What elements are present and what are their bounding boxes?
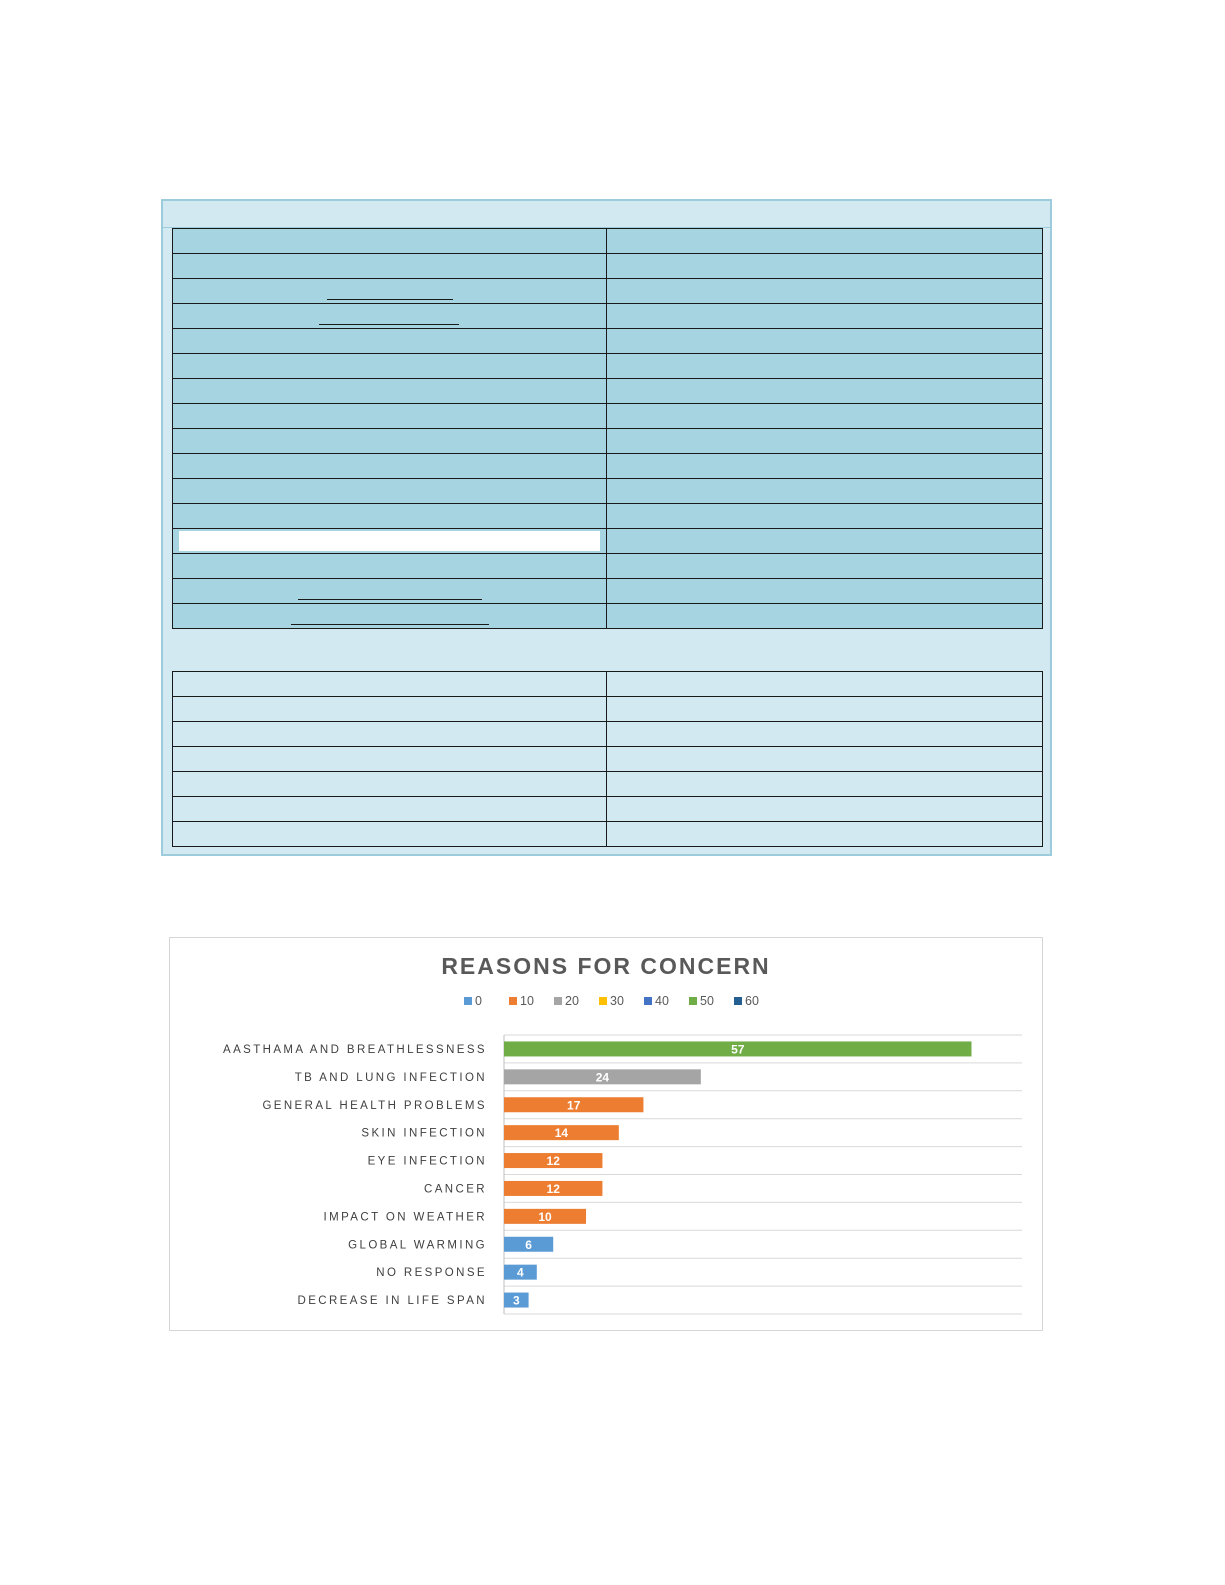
category-label: DECREASE IN LIFE SPAN	[297, 1295, 487, 1308]
table-cell	[607, 329, 1043, 354]
table-cell	[607, 797, 1043, 822]
table-cell	[173, 354, 607, 379]
table-row	[173, 672, 1043, 697]
table-cell	[173, 722, 607, 747]
category-label: NO RESPONSE	[376, 1267, 487, 1280]
table-cell	[173, 279, 607, 304]
table-cell	[607, 454, 1043, 479]
chart-legend	[464, 994, 759, 1008]
table-cell	[173, 529, 607, 554]
table-cell	[173, 479, 607, 504]
table-cell	[607, 429, 1043, 454]
table-cell	[607, 772, 1043, 797]
table-cell	[607, 279, 1043, 304]
table-section-2	[172, 671, 1043, 847]
legend-label: 50	[700, 994, 714, 1008]
legend-swatch	[464, 997, 472, 1005]
table-cell	[607, 529, 1043, 554]
highlight-cell	[179, 531, 600, 551]
category-label: AASTHAMA AND BREATHLESSNESS	[223, 1043, 487, 1056]
legend-label: 0	[475, 994, 482, 1008]
underline-mark	[319, 324, 459, 325]
table-cell	[173, 429, 607, 454]
table-cell	[607, 354, 1043, 379]
table-row	[173, 697, 1043, 722]
table-row	[173, 822, 1043, 847]
table-row	[173, 229, 1043, 254]
category-label: SKIN INFECTION	[361, 1127, 487, 1140]
table-row	[173, 504, 1043, 529]
category-label: GLOBAL WARMING	[348, 1239, 487, 1252]
table-section-1	[172, 228, 1043, 629]
bar-data-label: 12	[546, 1154, 560, 1169]
table-cell	[173, 304, 607, 329]
table-header-band	[163, 201, 1050, 228]
table-cell	[173, 697, 607, 722]
chart-category-labels	[223, 1044, 487, 1307]
table-row	[173, 722, 1043, 747]
table-row	[173, 404, 1043, 429]
table-row	[173, 279, 1043, 304]
bar-data-label: 6	[525, 1237, 532, 1252]
table-cell	[607, 379, 1043, 404]
legend-swatch	[689, 997, 697, 1005]
bar-data-label: 4	[517, 1265, 524, 1280]
bar-data-label: 12	[546, 1181, 560, 1196]
legend-swatch	[554, 997, 562, 1005]
table-cell	[173, 379, 607, 404]
table-cell	[173, 229, 607, 254]
table-row	[173, 772, 1043, 797]
legend-label: 40	[655, 994, 669, 1008]
bar-data-label: 24	[595, 1070, 610, 1085]
table-cell	[173, 554, 607, 579]
table-row	[173, 304, 1043, 329]
legend-swatch	[599, 997, 607, 1005]
category-label: EYE INFECTION	[367, 1155, 487, 1168]
legend-label: 60	[745, 994, 759, 1008]
table-cell	[173, 254, 607, 279]
table-row	[173, 254, 1043, 279]
table-cell	[607, 504, 1043, 529]
table-row	[173, 604, 1043, 629]
bar-chart	[170, 938, 1042, 1330]
bar-data-label: 3	[512, 1293, 520, 1308]
chart-title: REASONS FOR CONCERN	[441, 953, 771, 979]
bar-data-label: 57	[731, 1042, 745, 1057]
table-row	[173, 454, 1043, 479]
table-cell	[607, 672, 1043, 697]
table-row	[173, 579, 1043, 604]
table-cell	[607, 579, 1043, 604]
category-label: TB AND LUNG INFECTION	[294, 1071, 487, 1084]
table-cell	[607, 604, 1043, 629]
bar-data-label: 17	[567, 1098, 581, 1113]
table-cell	[607, 479, 1043, 504]
table-cell	[173, 504, 607, 529]
table-cell	[607, 254, 1043, 279]
table-cell	[173, 579, 607, 604]
table-cell	[173, 672, 607, 697]
table-cell	[607, 747, 1043, 772]
legend-label: 30	[610, 994, 624, 1008]
table-cell	[173, 772, 607, 797]
table-row	[173, 479, 1043, 504]
table-cell	[173, 822, 607, 847]
legend-swatch	[644, 997, 652, 1005]
table-row	[173, 379, 1043, 404]
table-cell	[607, 722, 1043, 747]
table-cell	[173, 797, 607, 822]
bar-data-label: 14	[554, 1126, 569, 1141]
table-row	[173, 354, 1043, 379]
underline-mark	[291, 624, 489, 625]
underline-mark	[327, 299, 453, 300]
legend-label: 20	[565, 994, 579, 1008]
table-cell	[607, 229, 1043, 254]
table-cell	[173, 454, 607, 479]
table-cell	[173, 329, 607, 354]
table-cell	[173, 604, 607, 629]
category-label: IMPACT ON WEATHER	[323, 1211, 487, 1224]
table-cell	[173, 747, 607, 772]
table-cell	[607, 822, 1043, 847]
table-row	[173, 329, 1043, 354]
table-row	[173, 747, 1043, 772]
table-cell	[607, 554, 1043, 579]
legend-label: 10	[520, 994, 534, 1008]
legend-swatch	[509, 997, 517, 1005]
table-cell	[173, 404, 607, 429]
data-table	[161, 199, 1052, 856]
category-label: CANCER	[424, 1183, 487, 1196]
table-row	[173, 429, 1043, 454]
table-cell	[607, 697, 1043, 722]
chart-frame	[169, 937, 1043, 1331]
underline-mark	[298, 599, 482, 600]
bar-data-label: 10	[538, 1209, 552, 1224]
table-row	[173, 554, 1043, 579]
table-cell	[607, 304, 1043, 329]
table-row	[173, 529, 1043, 554]
table-cell	[607, 404, 1043, 429]
category-label: GENERAL HEALTH PROBLEMS	[262, 1099, 487, 1112]
table-row	[173, 797, 1043, 822]
legend-swatch	[734, 997, 742, 1005]
